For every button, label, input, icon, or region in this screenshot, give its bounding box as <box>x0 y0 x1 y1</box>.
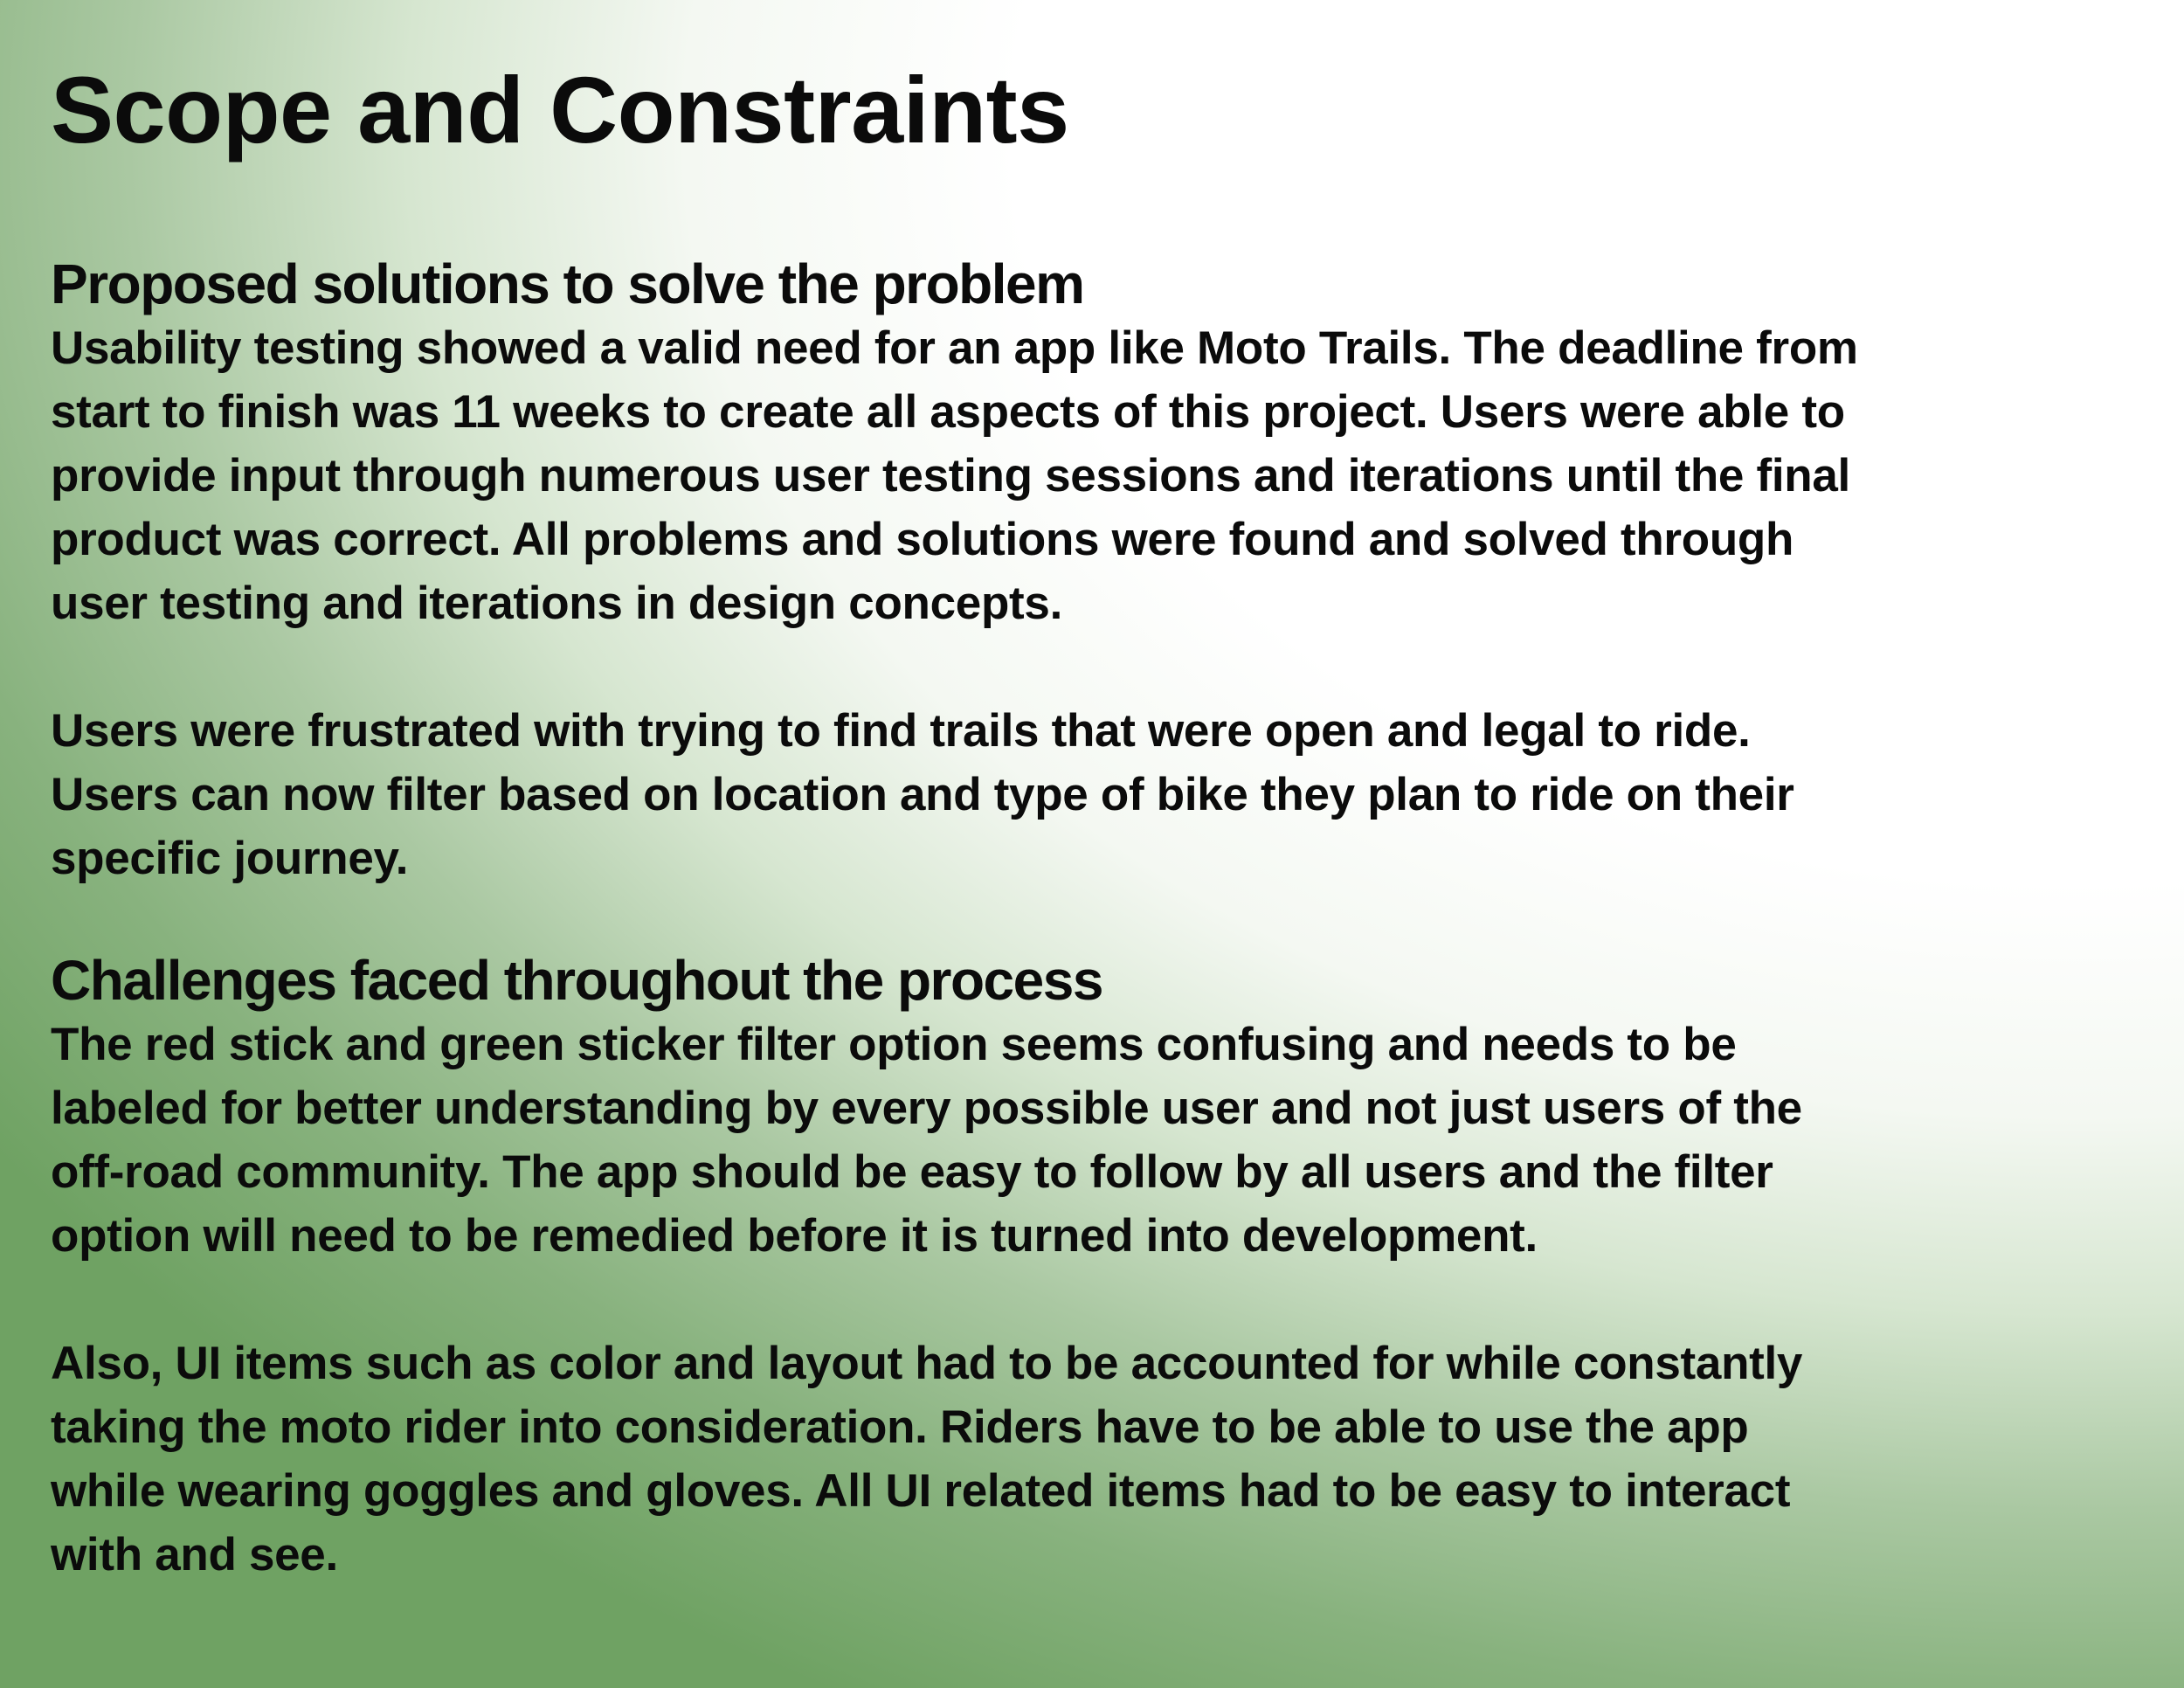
document-page <box>51 54 2147 1587</box>
paragraph-filter-option: The red stick and green sticker filter option seems confusing and needs to be labeled for better understanding by every possible user and not just users of the off-road community. The app should be easy to follow by all users and the filter option will need to be remedied before it is turned into development. <box>51 1019 1802 1262</box>
paragraph-ui-items: Also, UI items such as color and layout had to be accounted for while constantly taking the moto rider into consideration. Riders have to be able to use the app while wearing goggles and gloves. All UI related items had to be easy to interact with and see. <box>51 1338 1803 1581</box>
paragraph-usability-testing: Usability testing showed a valid need for an app like Moto Trails. The deadline from start to finish was 11 weeks to create all aspects of this project. Users were able to provide input through numerous user testing sessions and iterations until the final product was correct. All problems and solutions were found and solved through user testing and iterations in design concepts. <box>51 322 1858 629</box>
section-heading-challenges: Challenges faced throughout the process <box>51 949 1102 1012</box>
page-title: Scope and Constraints <box>51 57 1069 163</box>
paragraph-user-frustrations: Users were frustrated with trying to find trails that were open and legal to ride. Users can now filter based on location and type of bike they plan to ride on their specific journey. <box>51 705 1794 884</box>
section-heading-proposed-solutions: Proposed solutions to solve the problem <box>51 253 1084 315</box>
